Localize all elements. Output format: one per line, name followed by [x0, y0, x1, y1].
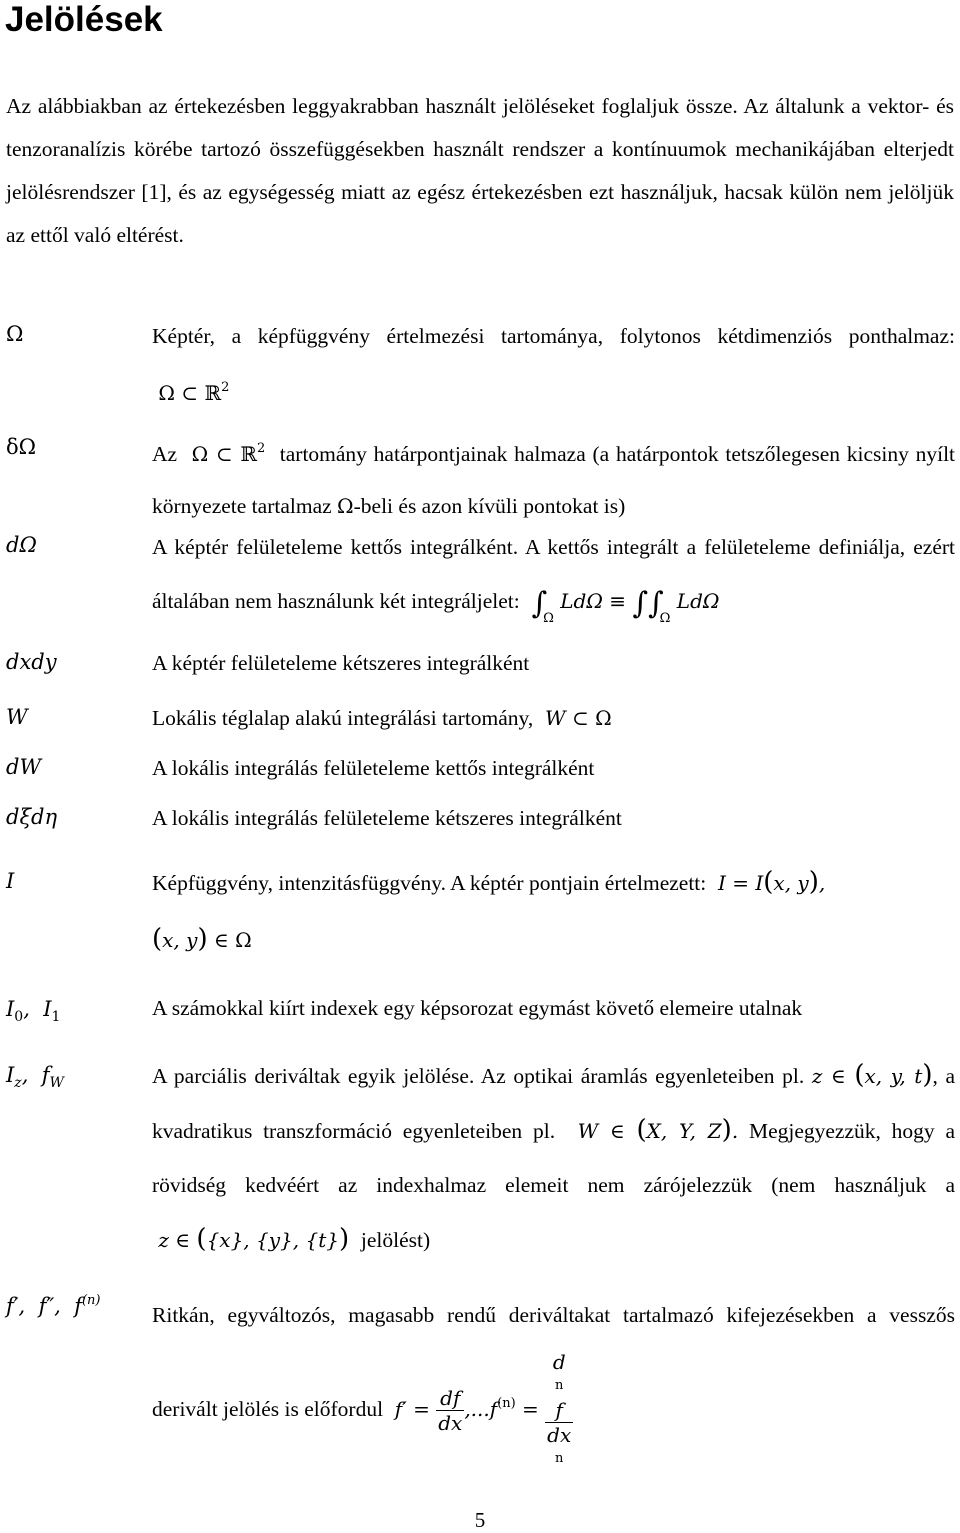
desc-Iz-text3: Megjegyezzük, hogy a rövidség kedvéért az indexhalmaz elemeit nem zárójelezzük (nem használjuk a	[152, 1119, 955, 1197]
symbol-Iz-fW: $I_z$, $f_W$	[6, 1063, 64, 1091]
desc-delta-omega-text2: tartomány határpontjainak halmaza (a határpontok tetszőlegesen kicsiny nyílt környezete tartalmaz	[152, 442, 956, 518]
intro-paragraph: Az alábbiakban az értekezésben leggyakrabban használt jelöléseket foglaljuk össze. Az általunk a vektor- és tenzoranalízis körébe tartozó összefüggésekben használt rendszer a kontínuumok mechanikájában elterjedt jelölésrendszer [1], és az egységesség miatt az egész értekezésben ezt használjuk, hacsak külön nem jelöljük az ettől való eltérést.	[6, 94, 954, 247]
formula-W-in-XYZ: W ∈ (X, Y, Z).	[565, 1115, 739, 1145]
desc-W	[152, 692, 955, 744]
formula-omega-subset-r2: Ω ⊂ ℝ$^2$	[158, 380, 230, 405]
desc-Iz-text2: , a kvadratikus transzformáció egyenleteiben pl.	[152, 1064, 956, 1143]
fraction-df-dx: $\frac{df}{dx}$	[438, 1386, 463, 1435]
symbol-dW: dW	[6, 755, 42, 779]
desc-I-text: Képfüggvény, intenzitásfüggvény. A képtér pontjain értelmezett:	[152, 871, 707, 895]
symbol-d-omega: dΩ	[6, 533, 37, 557]
desc-delta-omega-text1: Az	[152, 442, 178, 466]
formula-omega-subset-r2: Ω ⊂ ℝ$^2$	[191, 441, 266, 466]
desc-Iz-fW	[152, 1048, 955, 1267]
symbol-f-derivatives: f′, f″, $f^{(n)}$	[6, 1293, 101, 1318]
desc-delta-omega	[152, 423, 955, 532]
symbol-delta-omega: δΩ	[6, 435, 37, 459]
formula-derivative-notation: f′ = $\frac{df}{dx}$ $,...f^{(n)}$ = d n f dx n	[388, 1397, 573, 1421]
desc-f-text: Ritkán, egyváltozós, magasabb rendű deriváltakat tartalmazó kifejezésekben a vesszős derivált jelölés is előfordul	[152, 1303, 955, 1421]
desc-dxdy: A képtér felületeleme kétszeres integrálként	[152, 651, 530, 675]
desc-dxi-deta: A lokális integrálás felületeleme kétszeres integrálként	[152, 806, 622, 830]
desc-d-omega	[152, 520, 955, 646]
page-number: 5	[474, 1508, 486, 1532]
desc-omega	[152, 310, 955, 419]
symbol-omega: Ω	[6, 322, 24, 346]
desc-W-text: Lokális téglalap alakú integrálási tartomány,	[152, 706, 534, 730]
formula-integral-identity: $\int_\Omega$ $Ld\Omega \equiv \int\int_\Omega$ LdΩ	[531, 586, 720, 626]
formula-I-of-xy: I = I(x, y),	[711, 867, 826, 897]
formula-W-subset-omega: W ⊂ Ω	[538, 706, 612, 730]
formula-xy-in-omega: (x, y) ∈ Ω	[152, 924, 252, 954]
desc-delta-omega-text3: -beli és azon kívüli pontokat is)	[353, 494, 626, 518]
symbol-I0-I1: $I_0$, $I_1$	[6, 997, 61, 1025]
formula-z-in-xyt: z ∈ (x, y, t)	[811, 1060, 933, 1090]
desc-d-omega-text: A képtér felületeleme kettős integrálként. A kettős integrált a felületeleme definiálja, ezért általában nem használunk két integráljelet:	[152, 535, 955, 613]
page-title: Jelölések	[5, 0, 163, 39]
desc-f-derivatives	[152, 1280, 955, 1471]
symbol-I: I	[6, 869, 15, 893]
desc-omega-text: Képtér, a képfüggvény értelmezési tartománya, folytonos kétdimenziós ponthalmaz:	[152, 324, 955, 348]
desc-dW: A lokális integrálás felületeleme kettős integrálként	[152, 756, 595, 780]
desc-Iz-text1: A parciális deriváltak egyik jelölése. Az optikai áramlás egyenleteiben pl.	[152, 1064, 805, 1088]
symbol-dxi-deta: dξdη	[6, 805, 58, 829]
symbol-dxdy: dxdy	[6, 650, 57, 674]
formula-z-in-index-sets: z ∈ ({x}, {y}, {t})	[152, 1224, 350, 1254]
fraction-dnf-dxn: d n f dx n	[547, 1350, 572, 1466]
symbol-W: W	[6, 705, 28, 729]
desc-Iz-text4: jelölést)	[360, 1228, 431, 1252]
desc-I	[152, 854, 955, 968]
formula-omega: Ω	[337, 494, 354, 518]
desc-I0-I1: A számokkal kiírt indexek egy képsorozat egymást követő elemeire utalnak	[152, 996, 803, 1020]
